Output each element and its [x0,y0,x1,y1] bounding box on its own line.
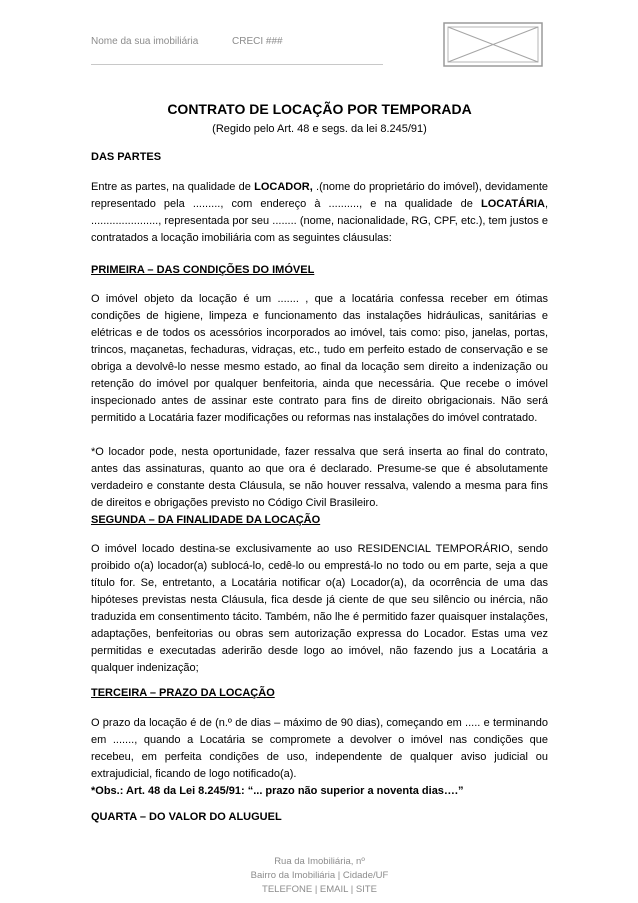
document-title: CONTRATO DE LOCAÇÃO POR TEMPORADA [167,101,472,117]
footer-neighborhood: Bairro da Imobiliária | Cidade/UF [250,870,389,881]
partes-locador: LOCADOR, [254,181,313,193]
agency-name: Nome da sua imobiliária [91,36,199,47]
obs-terceira: *Obs.: Art. 48 da Lei 8.245/91: “... prazo não superior a noventa dias….” [91,785,464,797]
footer-contacts: TELEFONE | EMAIL | SITE [262,884,377,895]
paragraph-primeira: O imóvel objeto da locação é um ....... , que a locatária confessa receber em ótimas condições de higiene, limpeza e funcionamento das instalações hidráulicas, sanitárias e elétricas e de todos os acessórios incorporados ao imóvel, tais como: piso, janelas, portas, trincos, maçanetas, fechaduras, vidraças, etc., tudo em perfeito estado de conservação e se obriga a devolvê-lo nesse mesmo estado, ao final da locação sem direito a indenização ou retenção do imóvel por qualquer benfeitoria, ainda que necessária. Que recebe o imóvel inspecionado antes de assinar este contrato para fins de direito obrigacionais. Não será permitido a Locatária fazer modificações ou reformas nas instalações do imóvel contratado. [91,293,548,424]
section-heading-quarta: QUARTA – DO VALOR DO ALUGUEL [91,811,282,823]
section-heading-primeira: PRIMEIRA – DAS CONDIÇÕES DO IMÓVEL [91,264,315,276]
partes-text-3: , ......................, representada por seu ........ (nome, nacionalidade, RG, CPF, etc.), tem justos e contratados a locação imobiliária com as seguintes cláusulas: [91,198,548,244]
footer [91,855,548,897]
paragraph-segunda: O imóvel locado destina-se exclusivamente ao uso RESIDENCIAL TEMPORÁRIO, sendo proibido o(a) locador(a) sublocá-lo, cedê-lo ou emprestá-lo no todo ou em parte, seja a que título for. Se, entretanto, a Locatária notificar o(a) Locador(a), da ocorrência de uma das hipóteses previstas nesta Cláusula, fica desde já ciente de que seu silêncio ou inércia, não traduzida em consentimento tácito. Também, não lhe é permitido fazer quaisquer instalações, adaptações, benfeitorias ou obras sem autorização expressa do Locador. Estas uma vez permitidas e executadas aderirão desde logo ao imóvel, não fazendo jus a Locatária a qualquer indenização; [91,543,548,674]
section-heading-terceira: TERCEIRA – PRAZO DA LOCAÇÃO [91,687,275,699]
header-divider [91,64,383,65]
document-subtitle: (Regido pelo Art. 48 e segs. da lei 8.245/91) [212,123,427,135]
paragraph-terceira: O prazo da locação é de (n.º de dias – máximo de 90 dias), começando em ..... e terminando em ......., quando a Locatária se compromete a devolver o imóvel nas condições que recebeu, em perfeita condições de uso, independente de qualquer aviso judicial ou extrajudicial, ficando de logo notificado(a). [91,717,548,780]
paragraph-partes [91,179,548,247]
creci-number: CRECI ### [232,36,283,47]
section-heading-segunda: SEGUNDA – DA FINALIDADE DA LOCAÇÃO [91,514,321,526]
section-heading-partes: DAS PARTES [91,151,162,163]
partes-locataria: LOCATÁRIA [480,198,545,210]
logo-placeholder [443,22,543,67]
note-primeira: *O locador pode, nesta oportunidade, fazer ressalva que será inserta ao final do contrato, antes das assinaturas, quanto ao que ora é declarado. Presume-se que é absolutamente verdadeiro e constante desta Cláusula, se não houver ressalva, valendo a mesma para fins de direitos e obrigações previsto no Código Civil Brasileiro. [91,446,548,509]
partes-text-2: .(nome do proprietário do imóvel), devidamente representado pela ........., com endereço à .........., e na qualidade de [91,181,548,210]
partes-text-1: Entre as partes, na qualidade de [91,181,255,193]
footer-address: Rua da Imobiliária, nº [274,856,365,867]
